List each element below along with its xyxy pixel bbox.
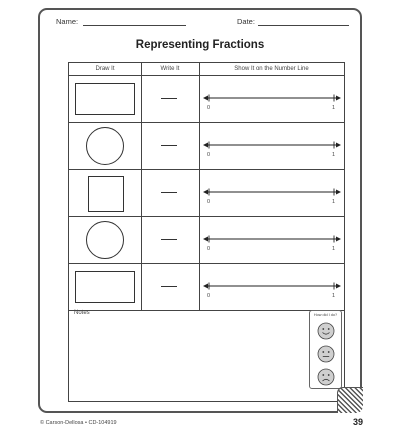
number-line-start-label: 0 <box>207 105 211 111</box>
number-line[interactable] <box>203 279 341 295</box>
square-shape[interactable] <box>88 176 124 212</box>
name-field[interactable] <box>83 25 186 26</box>
number-line-end-label: 1 <box>332 152 336 158</box>
rectangle-shape[interactable] <box>75 271 135 303</box>
number-line[interactable] <box>203 185 341 201</box>
notes-area[interactable] <box>69 310 307 401</box>
name-label: Name: <box>56 17 79 26</box>
row-divider <box>69 169 344 170</box>
row-divider <box>69 122 344 123</box>
circle-shape[interactable] <box>86 127 124 165</box>
worksheet <box>38 8 362 413</box>
self-check-label: How did I do? <box>313 313 338 317</box>
neutral-face-icon[interactable] <box>317 345 335 363</box>
number-line-end-label: 1 <box>332 199 336 205</box>
smiley-face-icon[interactable] <box>317 322 335 340</box>
column-header-draw-it: Draw It <box>95 66 115 72</box>
fraction-blank[interactable] <box>161 286 177 287</box>
page-corner-decoration <box>337 387 363 413</box>
number-line[interactable] <box>203 91 341 107</box>
row-divider <box>69 216 344 217</box>
copyright-text: © Carson-Dellosa • CD-104919 <box>40 420 117 426</box>
number-line-end-label: 1 <box>332 105 336 111</box>
number-line-start-label: 0 <box>207 293 211 299</box>
circle-shape[interactable] <box>86 221 124 259</box>
number-line-end-label: 1 <box>332 293 336 299</box>
fractions-table <box>68 62 345 402</box>
fraction-blank[interactable] <box>161 239 177 240</box>
number-line-start-label: 0 <box>207 199 211 205</box>
self-check-box <box>309 310 342 389</box>
fraction-blank[interactable] <box>161 145 177 146</box>
column-header-write-it: Write It <box>160 66 180 72</box>
date-field[interactable] <box>258 25 349 26</box>
column-divider <box>199 63 200 310</box>
header-divider <box>69 75 344 76</box>
frowny-face-icon[interactable] <box>317 368 335 386</box>
page-number: 39 <box>352 417 363 427</box>
fraction-blank[interactable] <box>161 192 177 193</box>
column-divider <box>141 63 142 310</box>
number-line-end-label: 1 <box>332 246 336 252</box>
notes-label: Notes <box>74 310 90 316</box>
date-label: Date: <box>237 17 255 26</box>
number-line-start-label: 0 <box>207 246 211 252</box>
row-divider <box>69 263 344 264</box>
number-line-start-label: 0 <box>207 152 211 158</box>
column-header-number-line: Show It on the Number Line <box>234 66 309 72</box>
rectangle-shape[interactable] <box>75 83 135 115</box>
fraction-blank[interactable] <box>161 98 177 99</box>
page-title: Representing Fractions <box>135 39 265 51</box>
number-line[interactable] <box>203 138 341 154</box>
number-line[interactable] <box>203 232 341 248</box>
